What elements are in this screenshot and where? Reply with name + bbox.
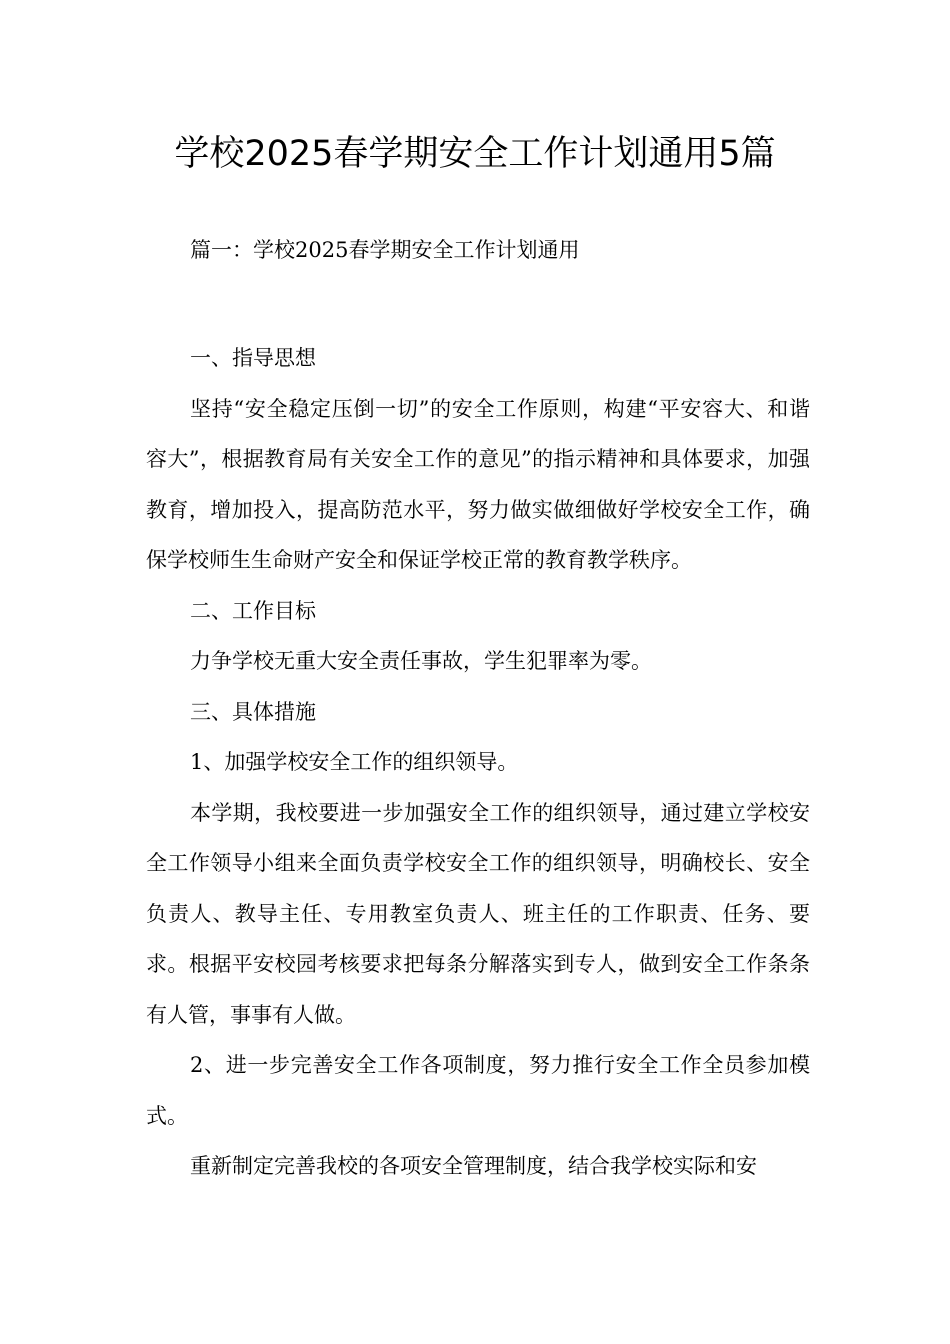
subheading-measure-1: 1、加强学校安全工作的组织领导。 (190, 750, 519, 774)
paragraph-measure-2: 重新制定完善我校的各项安全管理制度，结合我学校实际和安 (190, 1154, 757, 1178)
heading-guiding-ideology: 一、指导思想 (190, 346, 316, 370)
document-subtitle: 篇一：学校2025春学期安全工作计划通用 (190, 238, 580, 262)
paragraph-measure-1: 本学期，我校要进一步加强安全工作的组织领导，通过建立学校安全工作领导小组来全面负责学校安全工作的组织领导，明确校长、安全负责人、教导主任、专用教室负责人、班主任的工作职责、任务、要求。根据平安校园考核要求把每条分解落实到专人，做到安全工作条条有人管，事事有人做。 (146, 800, 810, 1027)
paragraph-guiding-ideology: 坚持“安全稳定压倒一切”的安全工作原则，构建“平安容大、和谐容大”，根据教育局有关安全工作的意见”的指示精神和具体要求，加强教育，增加投入，提高防范水平，努力做实做细做好学校安全工作，确保学校师生生命财产安全和保证学校正常的教育教学秩序。 (146, 396, 810, 572)
document-title: 学校2025春学期安全工作计划通用5篇 (174, 134, 776, 174)
paragraph-work-goals: 力争学校无重大安全责任事故，学生犯罪率为零。 (190, 649, 652, 673)
heading-work-goals: 二、工作目标 (190, 598, 316, 623)
heading-specific-measures: 三、具体措施 (190, 699, 316, 724)
document-body (146, 333, 810, 1192)
subheading-measure-2: 2、进一步完善安全工作各项制度，努力推行安全工作全员参加模式。 (146, 1053, 810, 1128)
